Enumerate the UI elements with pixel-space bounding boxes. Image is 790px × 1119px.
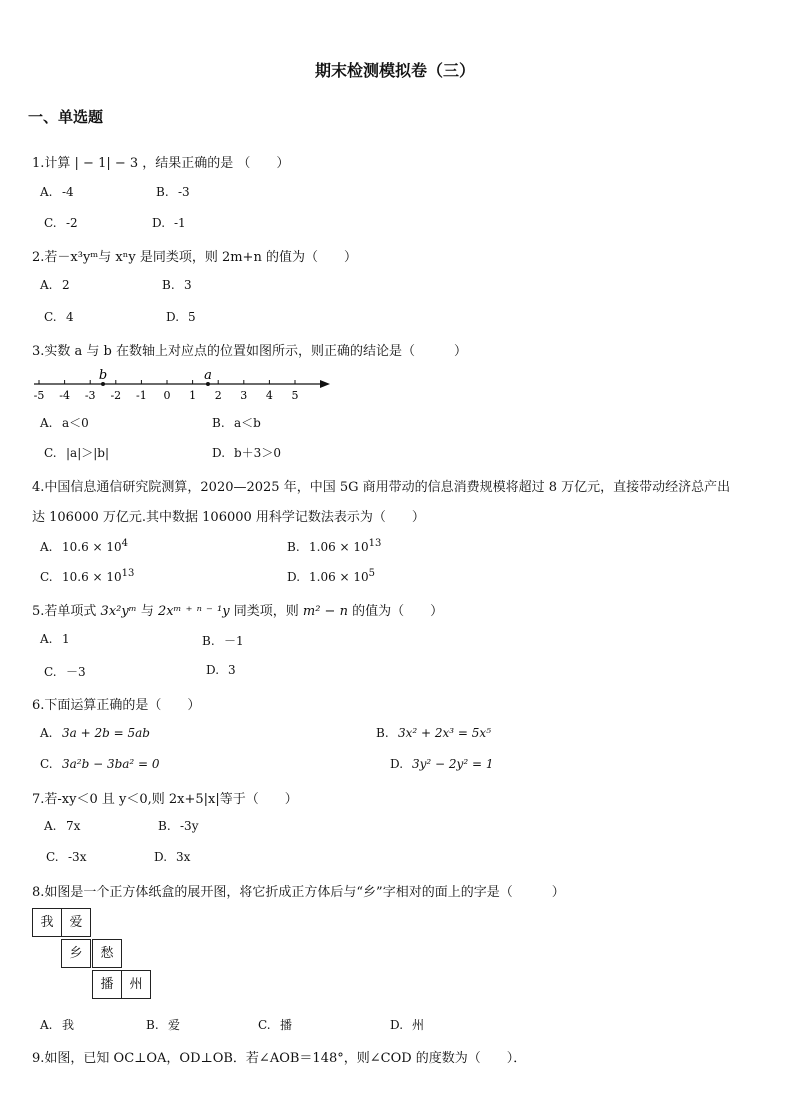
question-8-option-c[interactable]: C. 播 xyxy=(258,1018,293,1032)
question-7-option-b[interactable]: B. -3y xyxy=(158,819,199,833)
question-1-stem: 1.计算 | − 1| − 3 ，结果正确的是 （ ） xyxy=(32,156,290,171)
page-title: 期末检测模拟卷（三） xyxy=(314,61,475,80)
question-2-option-a[interactable]: A. 2 xyxy=(40,278,70,292)
question-1-option-d[interactable]: D. -1 xyxy=(152,216,186,230)
number-line-tick-label: 3 xyxy=(240,389,248,402)
question-8-option-b[interactable]: B. 爱 xyxy=(146,1018,181,1032)
question-4-option-a[interactable]: A. $10.6 \times 10^4$ xyxy=(40,538,129,554)
cube-net-face-3: 乡 xyxy=(61,939,91,968)
question-5-option-d[interactable]: D. 3 xyxy=(206,663,236,677)
question-7-option-d[interactable]: D. 3x xyxy=(154,850,191,864)
number-line-tick-label: -3 xyxy=(84,389,96,402)
cube-net-face-1: 我 xyxy=(32,908,62,937)
question-6-option-b[interactable]: B. 3x² + 2x³ = 5x⁵ xyxy=(376,726,492,740)
monomial-1: 3x²yᵐ xyxy=(100,604,137,619)
question-5-option-b[interactable]: B. －1 xyxy=(202,634,244,648)
question-3-option-a[interactable]: A. a＜0 xyxy=(40,416,89,430)
section-heading: 一、单选题 xyxy=(28,108,104,126)
number-line-tick-label: 0 xyxy=(163,389,171,402)
question-3-option-d[interactable]: D. b＋3＞0 xyxy=(212,446,281,460)
question-1-option-b[interactable]: B. -3 xyxy=(156,185,190,199)
question-1-option-a[interactable]: A. -4 xyxy=(40,185,74,199)
number-line-label-b: b xyxy=(98,368,108,383)
number-line-tick-label: -2 xyxy=(110,389,122,402)
question-7-option-a[interactable]: A. 7x xyxy=(44,819,81,833)
cube-net-face-6: 州 xyxy=(121,970,151,999)
question-9-stem: 9.如图，已知 OC⊥OA，OD⊥OB．若∠AOB＝148°，则∠COD 的度数为（ ）． xyxy=(32,1051,527,1066)
question-6-stem: 6.下面运算正确的是（ ） xyxy=(32,698,201,713)
question-8-option-a[interactable]: A. 我 xyxy=(40,1018,75,1032)
question-7-option-c[interactable]: C. -3x xyxy=(46,850,87,864)
question-7-stem: 7.若-xy＜0 且 y＜0,则 2x+5|x|等于（ ） xyxy=(32,792,298,807)
question-6-option-c[interactable]: C. 3a²b − 3ba² = 0 xyxy=(40,757,160,771)
question-3-option-c[interactable]: C. |a|＞|b| xyxy=(44,446,110,460)
question-3-stem: 3.实数 a 与 b 在数轴上对应点的位置如图所示，则正确的结论是（ ） xyxy=(32,344,468,359)
question-4-option-d[interactable]: D. $1.06 \times 10^5$ xyxy=(287,568,376,584)
number-line-tick-label: -5 xyxy=(33,389,45,402)
question-4-option-c[interactable]: C. $10.6 \times 10^{13}$ xyxy=(40,568,135,584)
question-2-option-b[interactable]: B. 3 xyxy=(162,278,192,292)
question-5-option-c[interactable]: C. －3 xyxy=(44,665,86,679)
cube-net-face-5: 播 xyxy=(92,970,122,999)
number-line-label-a: a xyxy=(204,368,212,383)
question-3-option-b[interactable]: B. a＜b xyxy=(212,416,261,430)
question-6-option-a[interactable]: A. 3a + 2b = 5ab xyxy=(40,726,150,740)
number-line-tick-label: -1 xyxy=(136,389,147,402)
question-2-stem: 2.若－x³yᵐ与 xⁿy 是同类项，则 2m+n 的值为（ ） xyxy=(32,250,357,265)
question-4-stem-line-1: 4.中国信息通信研究院测算，2020—2025 年，中国 5G 商用带动的信息消费规模将超过 8 万亿元，直接带动经济总产出 xyxy=(32,480,731,495)
question-2-option-c[interactable]: C. 4 xyxy=(44,310,74,324)
number-line xyxy=(30,366,350,412)
number-line-tick-label: 5 xyxy=(291,389,299,402)
number-line-tick-label: -4 xyxy=(59,389,70,402)
monomial-2: 2xᵐ ⁺ ⁿ ⁻ ¹y xyxy=(157,604,230,619)
cube-net-face-2: 爱 xyxy=(61,908,91,937)
question-4-option-b[interactable]: B. $1.06 \times 10^{13}$ xyxy=(287,538,382,554)
question-5-option-a[interactable]: A. 1 xyxy=(40,632,70,646)
question-8-stem: 8.如图是一个正方体纸盒的展开图，将它折成正方体后与“乡”字相对的面上的字是（ ） xyxy=(32,885,565,900)
question-8-option-d[interactable]: D. 州 xyxy=(390,1018,425,1032)
expression: m² − n xyxy=(302,604,348,619)
question-4-stem-line-2: 达 106000 万亿元.其中数据 106000 用科学记数法表示为（ ） xyxy=(32,510,425,525)
cube-net-face-4: 愁 xyxy=(92,939,122,968)
number-line-tick-label: 1 xyxy=(189,389,197,402)
question-5-stem: 5.若单项式 3x²yᵐ 与 2xᵐ ⁺ ⁿ ⁻ ¹y 同类项，则 m² − n 的值为（ ） xyxy=(32,604,444,619)
number-line-tick-label: 2 xyxy=(214,389,222,402)
number-line-tick-label: 4 xyxy=(265,389,273,402)
number-line-graphic xyxy=(30,366,350,408)
number-line-arrow xyxy=(320,380,330,388)
question-1-option-c[interactable]: C. -2 xyxy=(44,216,78,230)
question-6-option-d[interactable]: D. 3y² − 2y² = 1 xyxy=(390,757,494,771)
question-2-option-d[interactable]: D. 5 xyxy=(166,310,196,324)
